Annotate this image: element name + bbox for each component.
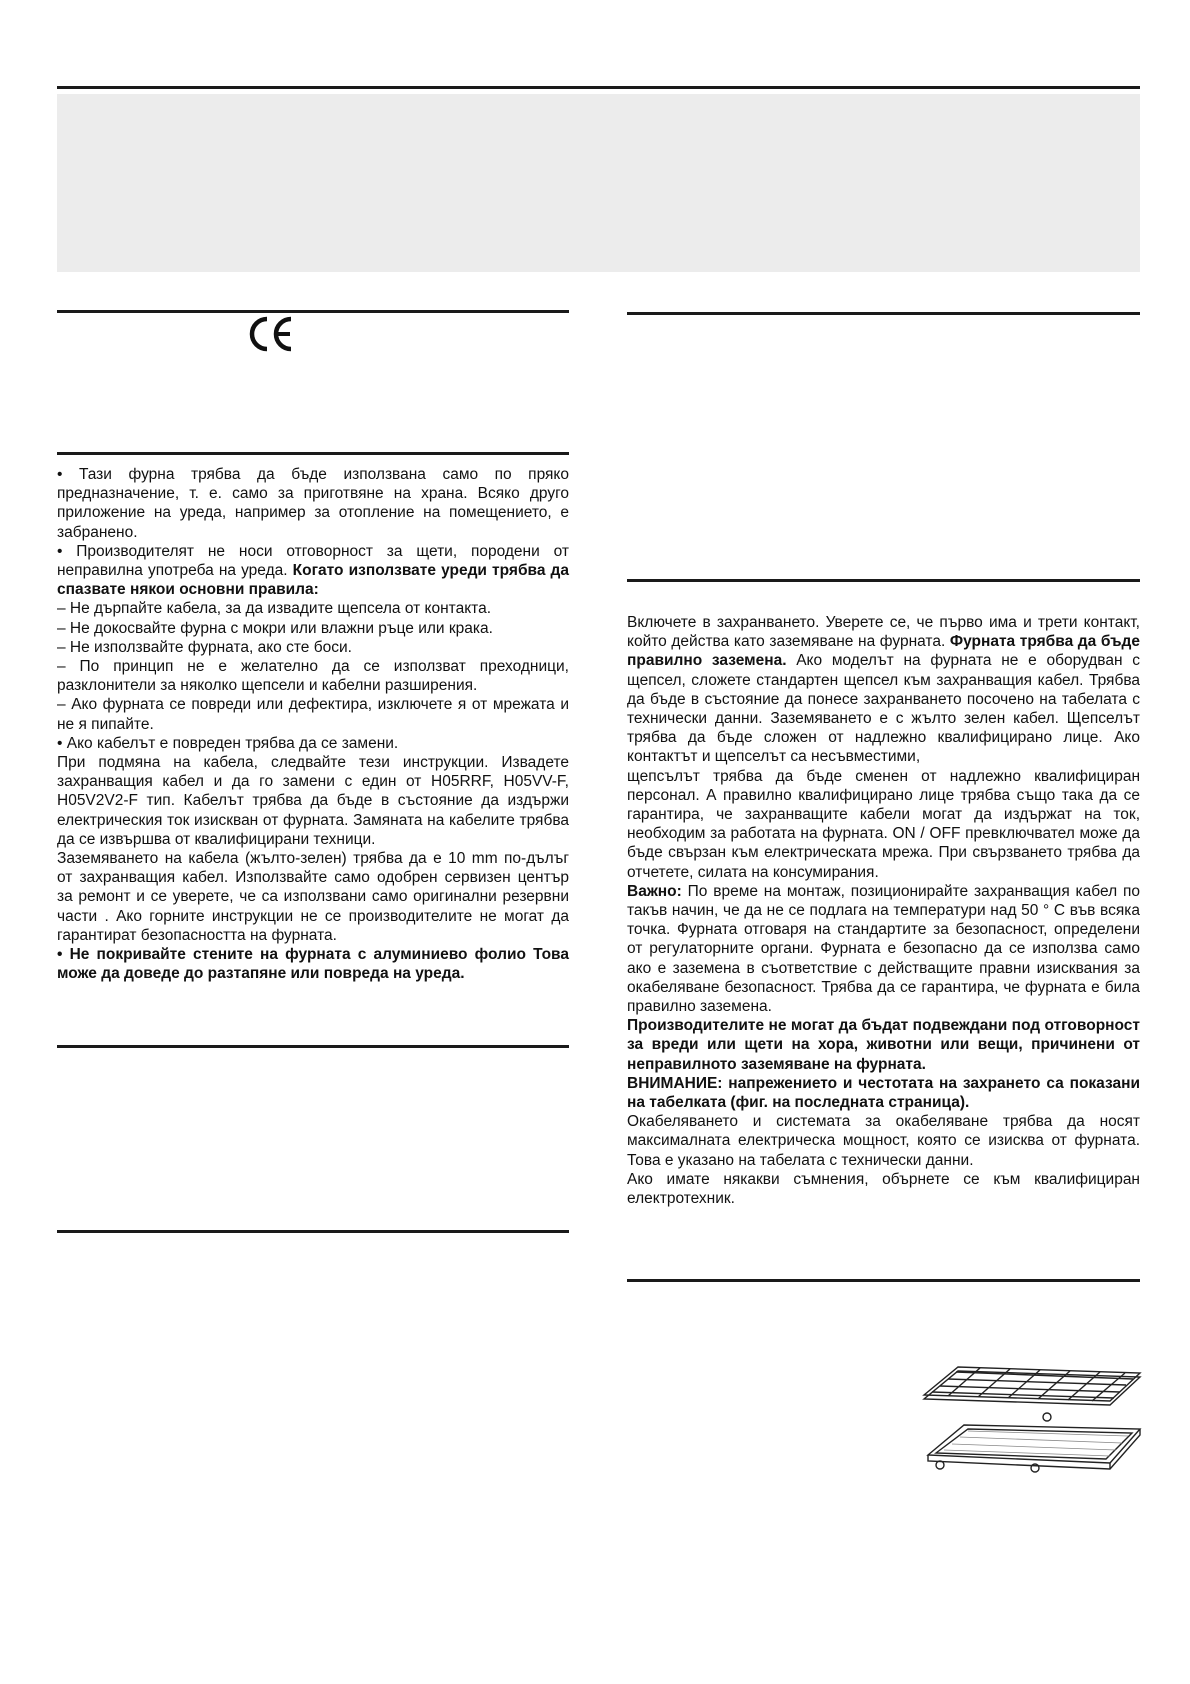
right-rule-2 [627, 579, 1140, 582]
installation-text [627, 613, 1140, 1208]
para: Важно: По време на монтаж, позиционирайте захранващия кабел по такъв начин, че да не се подлага на температури над 50 ° С във всяка точка. Фурната отговаря на стандартите за безопасност, определени от регулаторните органи. Фурната е безопасно да се използва само ако е заземена в съответствие с действащите правни изисквания за окабеляване безопасност. Трябва да се гарантира, че фурната е била правилно заземена. [627, 882, 1140, 1016]
left-rule-1 [57, 310, 569, 313]
para: – Не докосвайте фурна с мокри или влажни ръце или крака. [57, 619, 493, 637]
left-rule-4 [57, 1230, 569, 1233]
right-rule-1 [627, 312, 1140, 315]
para: Включете в захранването. Уверете се, че първо има и трети контакт, който действа като заземяване на фурната. Фурната трябва да бъде правилно заземена. Ако моделът на фурната не е оборудван с щепсел, сложете стандартен щепсел към захранващия кабел. Трябва да бъде в състояние да понесе захранването посочено на табелата с технически данни. Заземяването е с жълто зелен кабел. Щепселът трябва да бъде сложен от надлежно квалифицирано лице. Ако контактът и щепселът са несъвместими, [627, 614, 1140, 766]
left-rule-3 [57, 1045, 569, 1048]
para: – Не използвайте фурната, ако сте боси. [57, 638, 352, 656]
para-attention: ВНИМАНИЕ: напрежението и честотата на захранeто са показани на табелката (фиг. на последната страница). [627, 1074, 1140, 1112]
para: При подмяна на кабела, следвайте тези инструкции. Извадете захранващия кабел и да го замени с един от H05RRF, H05VV-F, H05V2V2-F тип. Кабелът трябва да бъде в състояние да издържи електрическия ток изискван от фурната. Замяната на кабелите трябва да се извършва от квалифицирани техници. [57, 754, 569, 848]
para: Ако имате някакви съмнения, обърнете се към квалифициран електротехник. [627, 1170, 1140, 1208]
para-liability: Производителите не могат да бъдат подвеждани под отговорност за вреди или щети на хора, животни или вещи, причинени от неправилното заземяване на фурната. [627, 1017, 1140, 1073]
top-rule [57, 86, 1140, 89]
para: • Производителят не носи отговорност за щети, породени от неправилна употреба на уреда. Когато използвате уреди трябва да спазвате някои основни правила: [57, 542, 570, 599]
ce-mark-icon [245, 315, 295, 353]
para: Окабеляването и системата за окабеляване трябва да носят максималната електрическа мощност, която се изисква от фурната. Това е указано на табелата с технически данни. [627, 1113, 1140, 1169]
para: Заземяването на кабела (жълто-зелен) трябва да е 10 mm по-дълъг от захранващия кабел. Използвайте само одобрен сервизен център за ремонт и се уверете, че са използвани само оригинални резервни части . Ако горните инструкции не се производителите не могат да гарантират безопасността на фурната. [57, 850, 569, 944]
para: – По принцип не е желателно да се използват преходници, разклонители за няколко щепсели и кабелни разширения. [57, 658, 569, 695]
warning-foil: • Не покривайте стените на фурната с алуминиево фолио Това може да доведе до разтапяне или повреда на уреда. [57, 946, 569, 983]
oven-rack-and-tray-icon [920, 1365, 1145, 1490]
para: • Тази фурна трябва да бъде използвана само по пряко предназначение, т. е. само за приготвяне на храна. Всяко друго приложение на уреда, например за отопление на помещението, е забранено. [57, 466, 569, 541]
left-rule-2 [57, 452, 569, 455]
para: • Ако кабелът е повреден трябва да се замени. [57, 734, 399, 752]
para: щепсълът трябва да бъде сменен от надлежно квалифициран персонал. А правилно квалифицирано лице трябва също така да се гарантира, че захранващите кабели могат да издържат на ток, необходим за работата на фурната. ON / OFF превключвател може да бъде свързан към електрическата мрежа. При свързването трябва да отчетете, силата на консумирания. [627, 767, 1140, 881]
header-band [57, 94, 1140, 272]
safety-instructions [57, 465, 569, 983]
right-rule-3 [627, 1279, 1140, 1282]
para: – Не дърпайте кабела, за да извадите щепсела от контакта. [57, 600, 492, 618]
para: – Ако фурната се повреди или дефектира, изключете я от мрежата и не я пипайте. [57, 696, 569, 733]
